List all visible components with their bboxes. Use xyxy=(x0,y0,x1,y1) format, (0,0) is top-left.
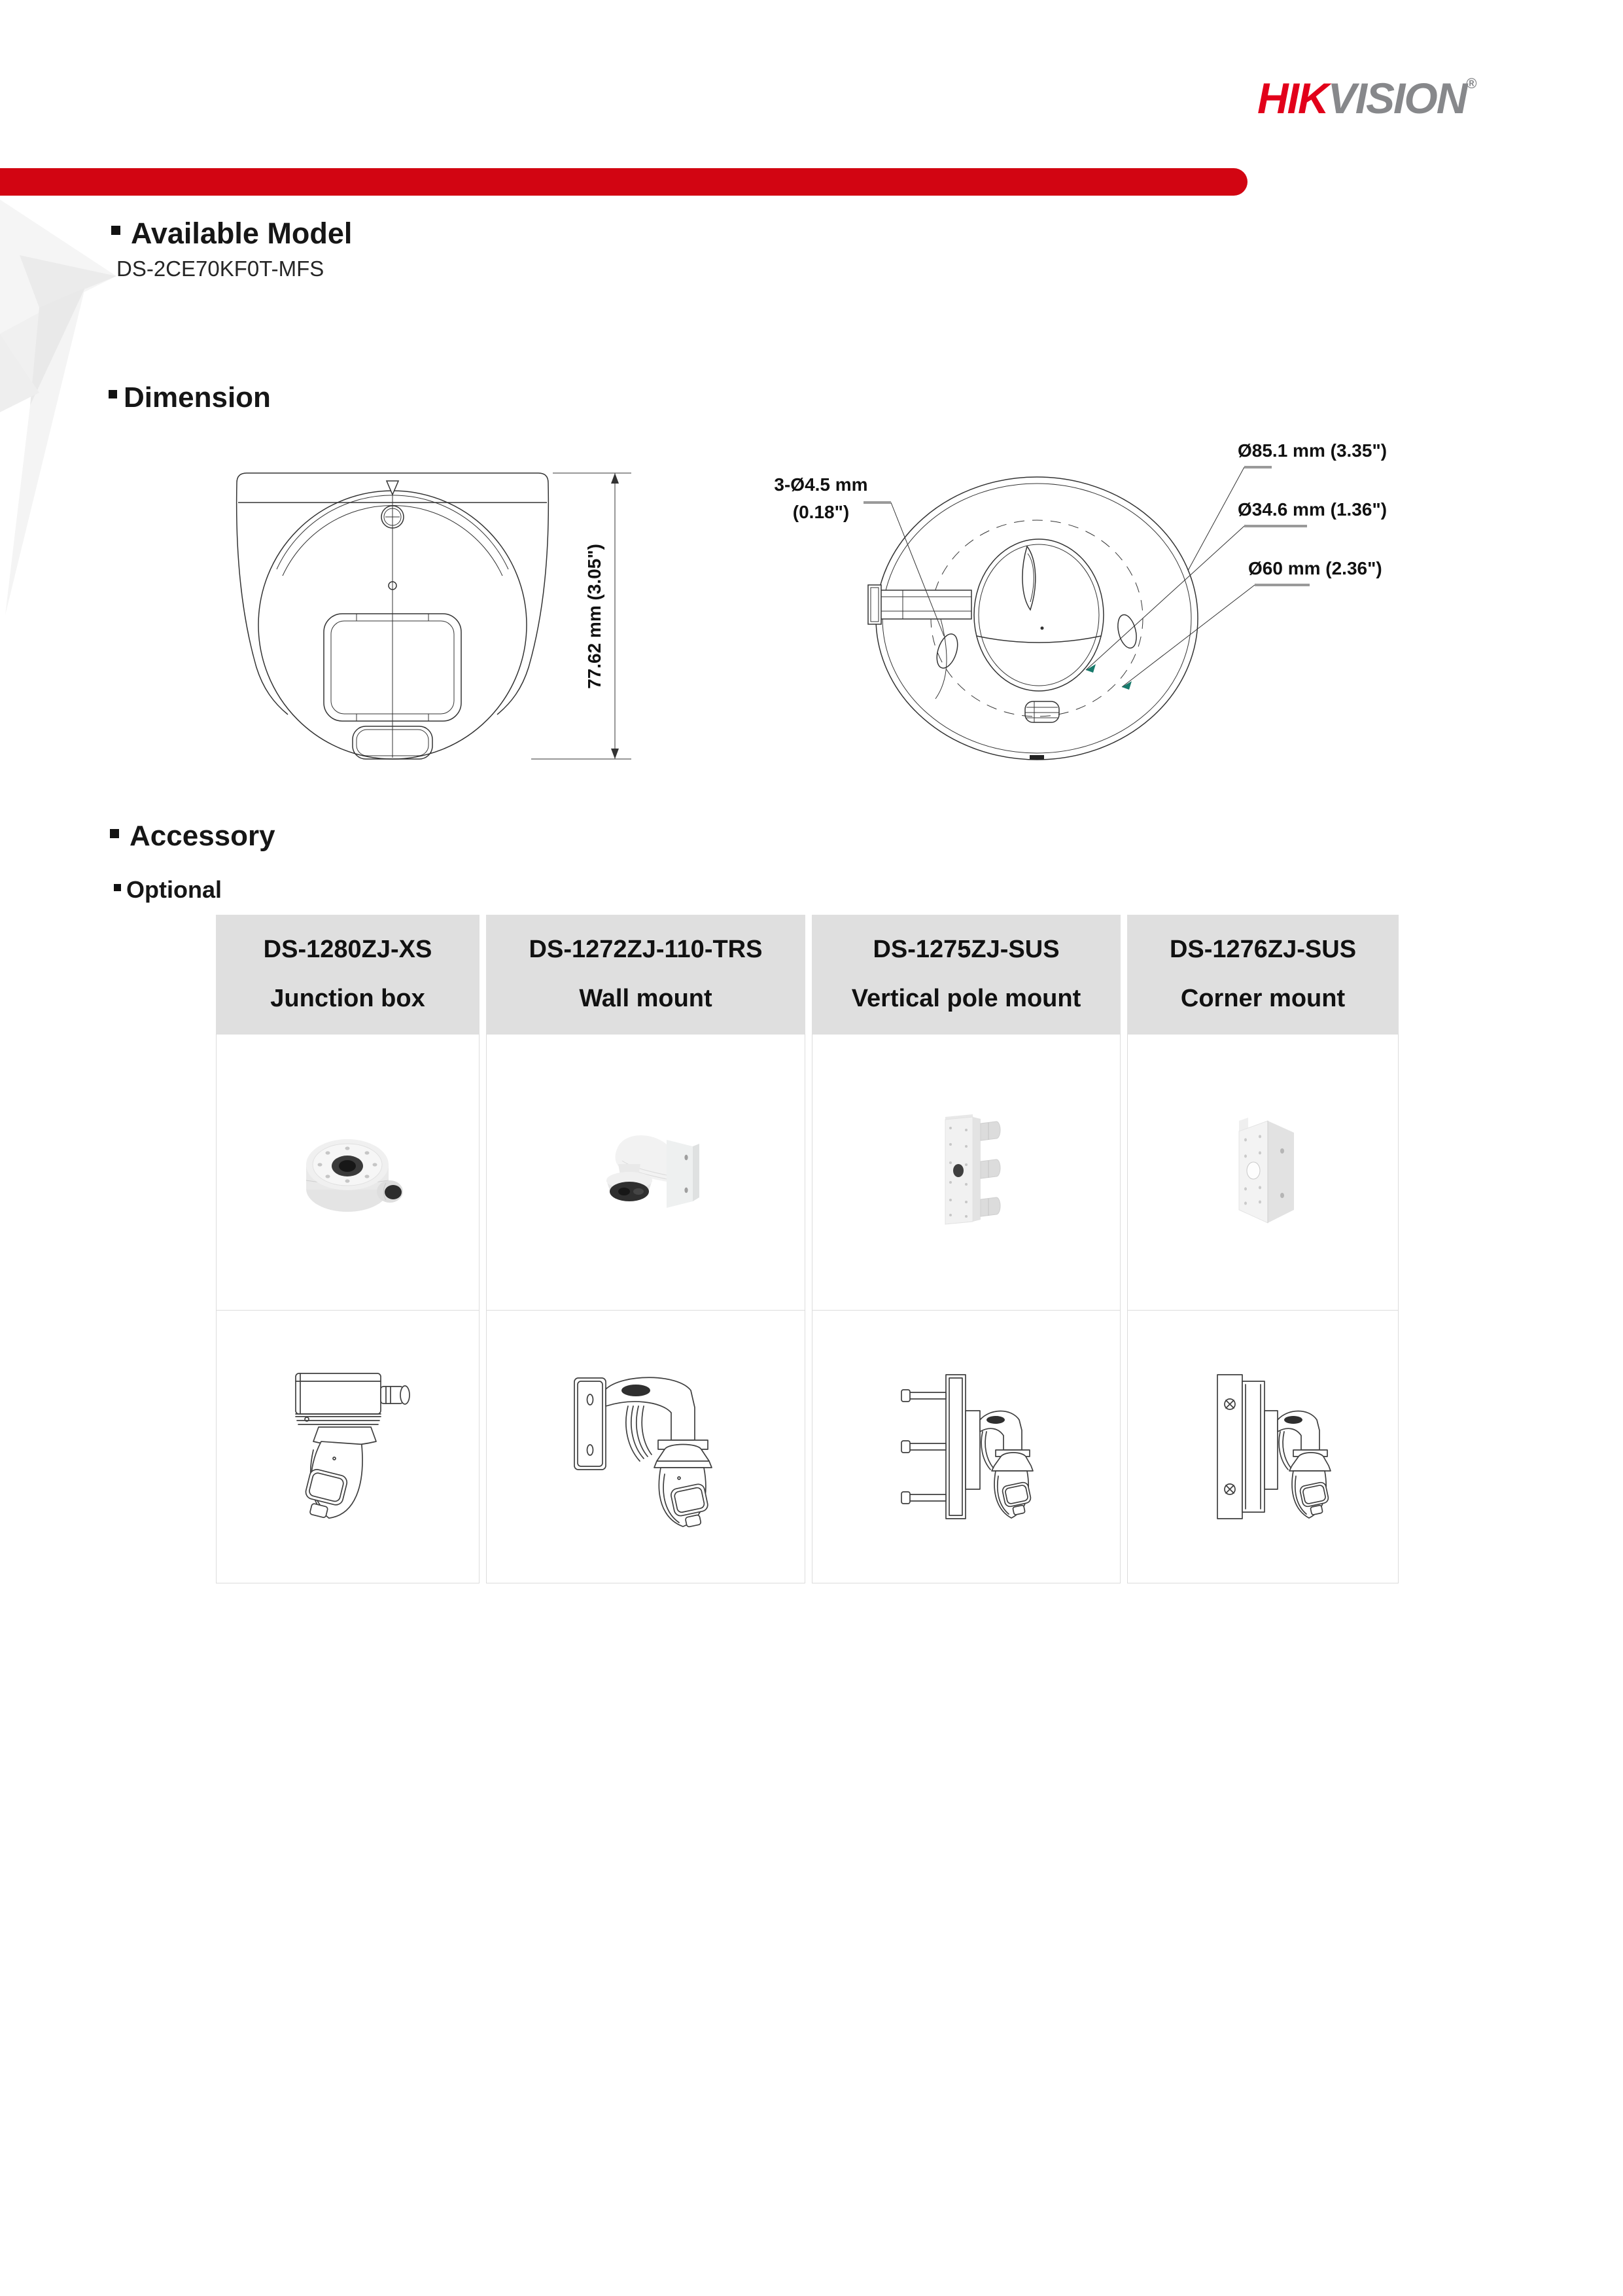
accessory-photo-cell xyxy=(216,1034,480,1311)
square-bullet-icon xyxy=(111,226,120,235)
junction-box-render xyxy=(290,1128,405,1216)
base-holes-dimension-label-line2: (0.18") xyxy=(792,502,850,522)
logo-hik-text: HIK xyxy=(1257,74,1328,122)
square-bullet-icon xyxy=(110,829,119,838)
accessory-drawing-cell xyxy=(1127,1310,1399,1583)
outer-diameter-label: Ø85.1 mm (3.35") xyxy=(1238,440,1387,461)
dimension-base-view-drawing xyxy=(739,419,1393,824)
pole-mount-center-hole xyxy=(953,1164,964,1177)
front-height-dimension-label: 77.62 mm (3.05") xyxy=(584,544,604,689)
accessory-model: DS-1275ZJ-SUS xyxy=(873,936,1060,963)
dimension-section-heading xyxy=(109,383,271,412)
accessory-model: DS-1276ZJ-SUS xyxy=(1169,936,1357,963)
table-header-cell xyxy=(216,915,480,1034)
accessory-name: Corner mount xyxy=(1180,985,1346,1012)
accessory-table xyxy=(216,915,1400,1583)
accessory-column-junction-box xyxy=(216,915,480,1583)
registered-trademark-icon: ® xyxy=(1466,75,1477,92)
top-marker-icon xyxy=(387,481,398,495)
wall-mount-with-camera-drawing xyxy=(563,1362,729,1532)
mounting-slot xyxy=(1115,613,1140,650)
optional-title: Optional xyxy=(126,876,222,903)
accessory-column-corner-mount xyxy=(1127,915,1399,1583)
conduit-opening xyxy=(385,1185,402,1199)
accessory-model: DS-1280ZJ-XS xyxy=(263,936,432,963)
accessory-name: Junction box xyxy=(270,985,425,1012)
accessory-model: DS-1272ZJ-110-TRS xyxy=(529,936,763,963)
accessory-name: Vertical pole mount xyxy=(851,985,1081,1012)
mounting-slot xyxy=(933,631,961,671)
accessory-photo-cell xyxy=(812,1034,1121,1311)
base-boss xyxy=(974,539,1104,691)
optional-subheading xyxy=(114,878,222,902)
square-bullet-icon xyxy=(109,390,117,398)
dimension-title: Dimension xyxy=(124,381,271,414)
table-header-cell xyxy=(486,915,805,1034)
boss-diameter-label: Ø34.6 mm (1.36") xyxy=(1238,499,1387,520)
accessory-drawing-cell xyxy=(216,1310,480,1583)
available-model-value: DS-2CE70KF0T-MFS xyxy=(116,256,324,281)
accessory-drawing-cell xyxy=(486,1310,805,1583)
square-bullet-icon xyxy=(114,884,121,891)
available-model-title: Available Model xyxy=(131,217,353,250)
wall-mount-render xyxy=(585,1128,707,1216)
watermark-graphic xyxy=(0,196,131,628)
cable-grommet xyxy=(1025,701,1059,722)
hikvision-logo xyxy=(1257,73,1477,123)
accessory-column-wall-mount xyxy=(486,915,805,1583)
accessory-section-heading xyxy=(110,822,275,851)
accessory-name: Wall mount xyxy=(579,985,712,1012)
mount-circle-diameter-label: Ø60 mm (2.36") xyxy=(1248,558,1382,578)
available-model-section-heading xyxy=(111,219,352,248)
cable-connector xyxy=(873,590,971,619)
corner-mount-render xyxy=(1214,1110,1312,1235)
accessory-photo-cell xyxy=(1127,1034,1399,1311)
corner-mount-center-hole xyxy=(1247,1162,1260,1179)
pole-mount-render xyxy=(926,1112,1007,1233)
dimension-front-view-drawing xyxy=(209,451,641,779)
red-banner-bar xyxy=(0,168,1248,196)
table-header-cell xyxy=(812,915,1121,1034)
junction-box-with-camera-drawing xyxy=(266,1362,430,1532)
table-header-cell xyxy=(1127,915,1399,1034)
logo-vision-text: VISION xyxy=(1327,74,1467,122)
accessory-photo-cell xyxy=(486,1034,805,1311)
corner-mount-with-camera-drawing xyxy=(1179,1365,1346,1528)
base-holes-dimension-label-line1: 3-Ø4.5 mm xyxy=(774,474,868,495)
accessory-drawing-cell xyxy=(812,1310,1121,1583)
accessory-title: Accessory xyxy=(130,820,275,852)
pole-mount-with-camera-drawing xyxy=(883,1365,1050,1528)
accessory-column-vertical-pole-mount xyxy=(812,915,1121,1583)
